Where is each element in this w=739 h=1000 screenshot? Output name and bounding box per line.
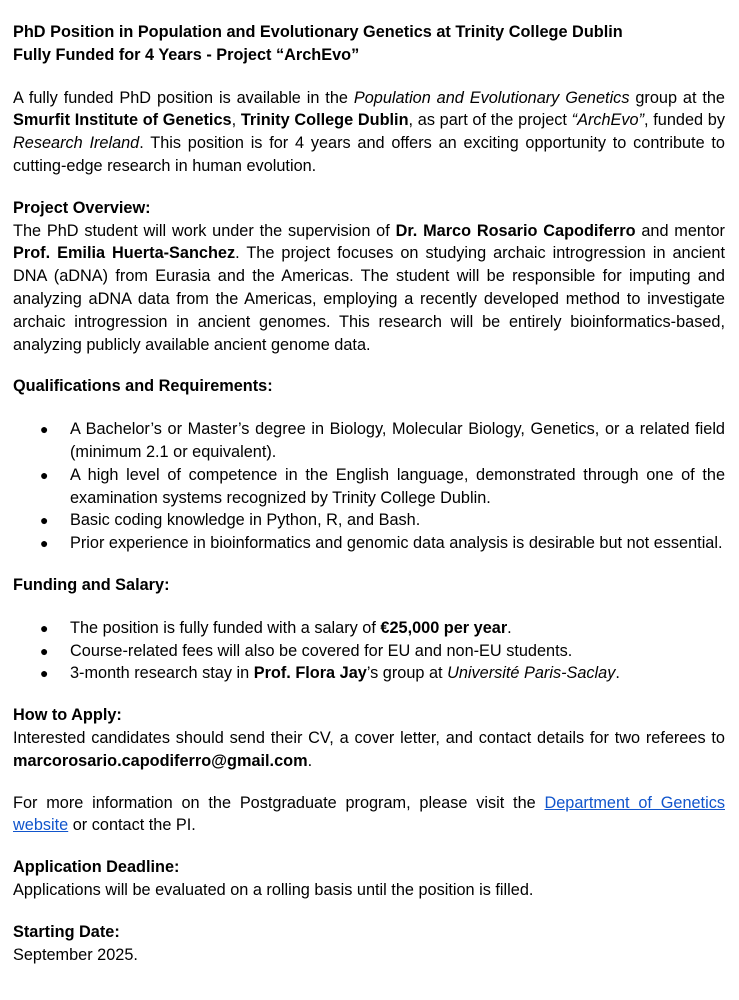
list-item — [13, 640, 725, 663]
funding-list — [13, 617, 725, 685]
overview-text: The PhD student will work under the supervision of — [13, 221, 396, 240]
intro-text: group at the — [629, 88, 725, 107]
intro-text: , funded by — [644, 111, 725, 130]
list-item — [13, 464, 725, 510]
list-item-text: ’s group at — [366, 664, 448, 683]
more-info-paragraph — [13, 792, 725, 838]
more-info-text: For more information on the Postgraduate program, please visit the — [13, 793, 545, 812]
apply-text: . — [307, 751, 313, 770]
qualifications-heading: Qualifications and Requirements: — [13, 377, 273, 396]
host-institution: Université Paris-Saclay — [447, 664, 616, 683]
overview-paragraph — [13, 220, 725, 357]
start-date-text: September 2025. — [13, 945, 138, 964]
intro-text: . This position is for 4 years and offers an exciting opportunity to contribute to cutting-edge research in human evolution. — [13, 134, 725, 175]
title-line-2: Fully Funded for 4 Years - Project “ArchEvo” — [13, 45, 360, 64]
apply-paragraph — [13, 727, 725, 773]
list-item — [13, 617, 725, 640]
more-info-text: or contact the PI. — [68, 816, 196, 835]
bullet-icon: ● — [40, 421, 49, 438]
list-item-text: Basic coding knowledge in Python, R, and Bash. — [70, 511, 421, 530]
list-item-text: . — [615, 664, 620, 683]
bullet-icon: ● — [40, 466, 49, 483]
intro-text: A fully funded PhD position is available in the — [13, 88, 354, 107]
institute-name: Smurfit Institute of Genetics — [13, 111, 232, 130]
title-line-1: PhD Position in Population and Evolutionary Genetics at Trinity College Dublin — [13, 23, 623, 41]
list-item-text: . — [507, 618, 512, 637]
list-item-text: The position is fully funded with a salary of — [70, 618, 381, 637]
host-name: Prof. Flora Jay — [253, 664, 367, 683]
salary-value: €25,000 per year — [380, 618, 508, 637]
intro-text: , as part of the project — [408, 111, 572, 130]
list-item-text: A Bachelor’s or Master’s degree in Biology, Molecular Biology, Genetics, or a related field (minimum 2.1 or equivalent). — [70, 420, 725, 461]
start-date-heading: Starting Date: — [13, 922, 120, 941]
list-item-text: A high level of competence in the English language, demonstrated through one of the examination systems recognized by Trinity College Dublin. — [70, 465, 725, 507]
job-posting — [13, 21, 725, 966]
deadline-text: Applications will be evaluated on a rolling basis until the position is filled. — [13, 880, 534, 899]
apply-text: Interested candidates should send their CV, a cover letter, and contact details for two referees to — [13, 728, 725, 747]
overview-text: . The project focuses on studying archaic introgression in ancient DNA (aDNA) from Eurasia and the Americas. The student will be responsible for imputing and analyzing aDNA data from the Americas, employing a recently developed method to investigate archaic introgression in ancient genomes. This research will be entirely bioinformatics-based, analyzing publicly available ancient genome data. — [13, 244, 725, 354]
contact-email: marcorosario.capodiferro@gmail.com — [13, 751, 308, 770]
list-item — [13, 418, 725, 464]
mentor-name: Prof. Emilia Huerta-Sanchez — [13, 244, 236, 263]
list-item — [13, 532, 725, 555]
qualifications-list — [13, 418, 725, 555]
page-title — [13, 21, 725, 67]
list-item — [13, 662, 725, 685]
bullet-icon: ● — [40, 535, 49, 552]
college-name: Trinity College Dublin — [240, 111, 409, 130]
apply-heading: How to Apply: — [13, 706, 122, 725]
list-item-text: Course-related fees will also be covered for EU and non-EU students. — [70, 641, 573, 660]
intro-paragraph — [13, 87, 725, 178]
supervisor-name: Dr. Marco Rosario Capodiferro — [395, 221, 636, 240]
project-name: “ArchEvo” — [571, 111, 645, 130]
list-item-text: 3-month research stay in — [70, 664, 254, 683]
bullet-icon: ● — [40, 665, 49, 682]
overview-heading: Project Overview: — [13, 198, 151, 217]
funding-heading: Funding and Salary: — [13, 575, 170, 594]
deadline-heading: Application Deadline: — [13, 858, 180, 877]
list-item — [13, 509, 725, 532]
group-name: Population and Evolutionary Genetics — [353, 88, 630, 107]
bullet-icon: ● — [40, 642, 49, 659]
overview-text: and mentor — [635, 221, 725, 240]
bullet-icon: ● — [40, 512, 49, 529]
intro-text: , — [231, 111, 241, 130]
list-item-text: Prior experience in bioinformatics and genomic data analysis is desirable but not essential. — [70, 534, 723, 553]
bullet-icon: ● — [40, 619, 49, 636]
department-website-link[interactable]: Department of Genetics website — [13, 793, 725, 835]
funder-name: Research Ireland — [13, 134, 140, 153]
